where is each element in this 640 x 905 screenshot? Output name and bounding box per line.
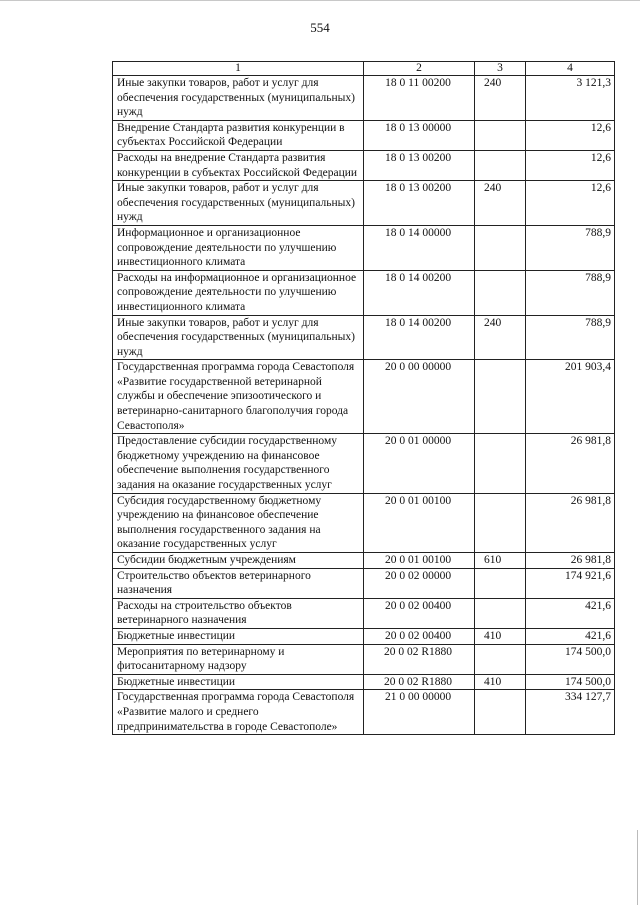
row-name-cell: Субсидия государственному бюджетному учреждению на финансовое обеспечение выполнения государственного задания на оказание государственных услуг: [113, 493, 364, 552]
row-code-cell: 20 0 02 00000: [364, 568, 475, 598]
row-amount-cell: 3 121,3: [526, 76, 615, 121]
scan-right-edge: [637, 830, 638, 905]
row-name-cell: Расходы на внедрение Стандарта развития конкуренции в субъектах Российской Федерации: [113, 150, 364, 180]
row-amount-cell: 26 981,8: [526, 553, 615, 569]
row-code-cell: 18 0 14 00200: [364, 315, 475, 360]
row-amount-cell: 174 921,6: [526, 568, 615, 598]
page-number: 554: [310, 20, 330, 35]
table-row: [113, 598, 615, 628]
row-amount-cell: 788,9: [526, 225, 615, 270]
table-row: [113, 644, 615, 674]
table-row: [113, 674, 615, 690]
row-code-cell: 18 0 13 00000: [364, 120, 475, 150]
budget-table: [112, 61, 615, 735]
row-code-cell: 20 0 01 00100: [364, 493, 475, 552]
table-row: [113, 225, 615, 270]
row-name-cell: Субсидии бюджетным учреждениям: [113, 553, 364, 569]
row-name-cell: Иные закупки товаров, работ и услуг для обеспечения государственных (муниципальных) нужд: [113, 181, 364, 226]
row-name-cell: Расходы на информационное и организационное сопровождение деятельности по улучшению инвестиционного климата: [113, 270, 364, 315]
row-amount-cell: 334 127,7: [526, 690, 615, 735]
row-name-cell: Предоставление субсидии государственному бюджетному учреждению на финансовое обеспечение выполнения государственного задания на оказание государственных услуг: [113, 434, 364, 493]
row-name-cell: Иные закупки товаров, работ и услуг для обеспечения государственных (муниципальных) нужд: [113, 76, 364, 121]
table-row: [113, 360, 615, 434]
header-col-1: 1: [113, 62, 364, 76]
row-name-cell: Внедрение Стандарта развития конкуренции в субъектах Российской Федерации: [113, 120, 364, 150]
row-amount-cell: 12,6: [526, 181, 615, 226]
row-amount-cell: 12,6: [526, 120, 615, 150]
row-code-cell: 20 0 02 R1880: [364, 644, 475, 674]
table-row: [113, 568, 615, 598]
header-col-3: 3: [475, 62, 526, 76]
row-amount-cell: 788,9: [526, 270, 615, 315]
row-type-cell: [475, 568, 526, 598]
row-type-cell: [475, 150, 526, 180]
row-amount-cell: 421,6: [526, 598, 615, 628]
row-amount-cell: 174 500,0: [526, 674, 615, 690]
row-amount-cell: 26 981,8: [526, 493, 615, 552]
row-code-cell: 20 0 02 00400: [364, 598, 475, 628]
row-code-cell: 18 0 14 00000: [364, 225, 475, 270]
row-amount-cell: 421,6: [526, 628, 615, 644]
row-code-cell: 20 0 01 00000: [364, 434, 475, 493]
row-name-cell: Государственная программа города Севастополя «Развитие государственной ветеринарной службы и обеспечение эпизоотического и ветеринарно-санитарного благополучия города Севастополя»: [113, 360, 364, 434]
table-row: [113, 76, 615, 121]
row-code-cell: 18 0 14 00200: [364, 270, 475, 315]
row-amount-cell: 174 500,0: [526, 644, 615, 674]
row-name-cell: Мероприятия по ветеринарному и фитосанитарному надзору: [113, 644, 364, 674]
row-amount-cell: 201 903,4: [526, 360, 615, 434]
row-name-cell: Бюджетные инвестиции: [113, 628, 364, 644]
table-row: [113, 690, 615, 735]
row-type-cell: 610: [475, 553, 526, 569]
table-header-row: [113, 62, 615, 76]
table-body: [113, 76, 615, 735]
row-type-cell: [475, 493, 526, 552]
table-row: [113, 120, 615, 150]
header-col-2: 2: [364, 62, 475, 76]
table-row: [113, 315, 615, 360]
row-amount-cell: 788,9: [526, 315, 615, 360]
row-type-cell: [475, 225, 526, 270]
row-code-cell: 18 0 13 00200: [364, 181, 475, 226]
row-name-cell: Расходы на строительство объектов ветеринарного назначения: [113, 598, 364, 628]
row-code-cell: 20 0 02 00400: [364, 628, 475, 644]
table-row: [113, 553, 615, 569]
row-type-cell: [475, 644, 526, 674]
row-type-cell: 410: [475, 674, 526, 690]
row-type-cell: [475, 434, 526, 493]
row-type-cell: 240: [475, 181, 526, 226]
row-code-cell: 18 0 11 00200: [364, 76, 475, 121]
row-name-cell: Информационное и организационное сопровождение деятельности по улучшению инвестиционного климата: [113, 225, 364, 270]
row-type-cell: 240: [475, 315, 526, 360]
table-row: [113, 434, 615, 493]
table-row: [113, 270, 615, 315]
row-name-cell: Иные закупки товаров, работ и услуг для обеспечения государственных (муниципальных) нужд: [113, 315, 364, 360]
table-row: [113, 493, 615, 552]
table-row: [113, 150, 615, 180]
scan-top-edge: [0, 0, 640, 1]
row-type-cell: [475, 360, 526, 434]
table-row: [113, 628, 615, 644]
row-type-cell: [475, 120, 526, 150]
row-name-cell: Государственная программа города Севастополя «Развитие малого и среднего предпринимательства в городе Севастополе»: [113, 690, 364, 735]
row-name-cell: Бюджетные инвестиции: [113, 674, 364, 690]
row-name-cell: Строительство объектов ветеринарного назначения: [113, 568, 364, 598]
row-type-cell: 240: [475, 76, 526, 121]
row-type-cell: [475, 270, 526, 315]
row-type-cell: 410: [475, 628, 526, 644]
row-code-cell: 20 0 00 00000: [364, 360, 475, 434]
row-type-cell: [475, 690, 526, 735]
table-row: [113, 181, 615, 226]
row-type-cell: [475, 598, 526, 628]
row-code-cell: 18 0 13 00200: [364, 150, 475, 180]
row-code-cell: 21 0 00 00000: [364, 690, 475, 735]
row-code-cell: 20 0 01 00100: [364, 553, 475, 569]
row-code-cell: 20 0 02 R1880: [364, 674, 475, 690]
row-amount-cell: 26 981,8: [526, 434, 615, 493]
header-col-4: 4: [526, 62, 615, 76]
row-amount-cell: 12,6: [526, 150, 615, 180]
